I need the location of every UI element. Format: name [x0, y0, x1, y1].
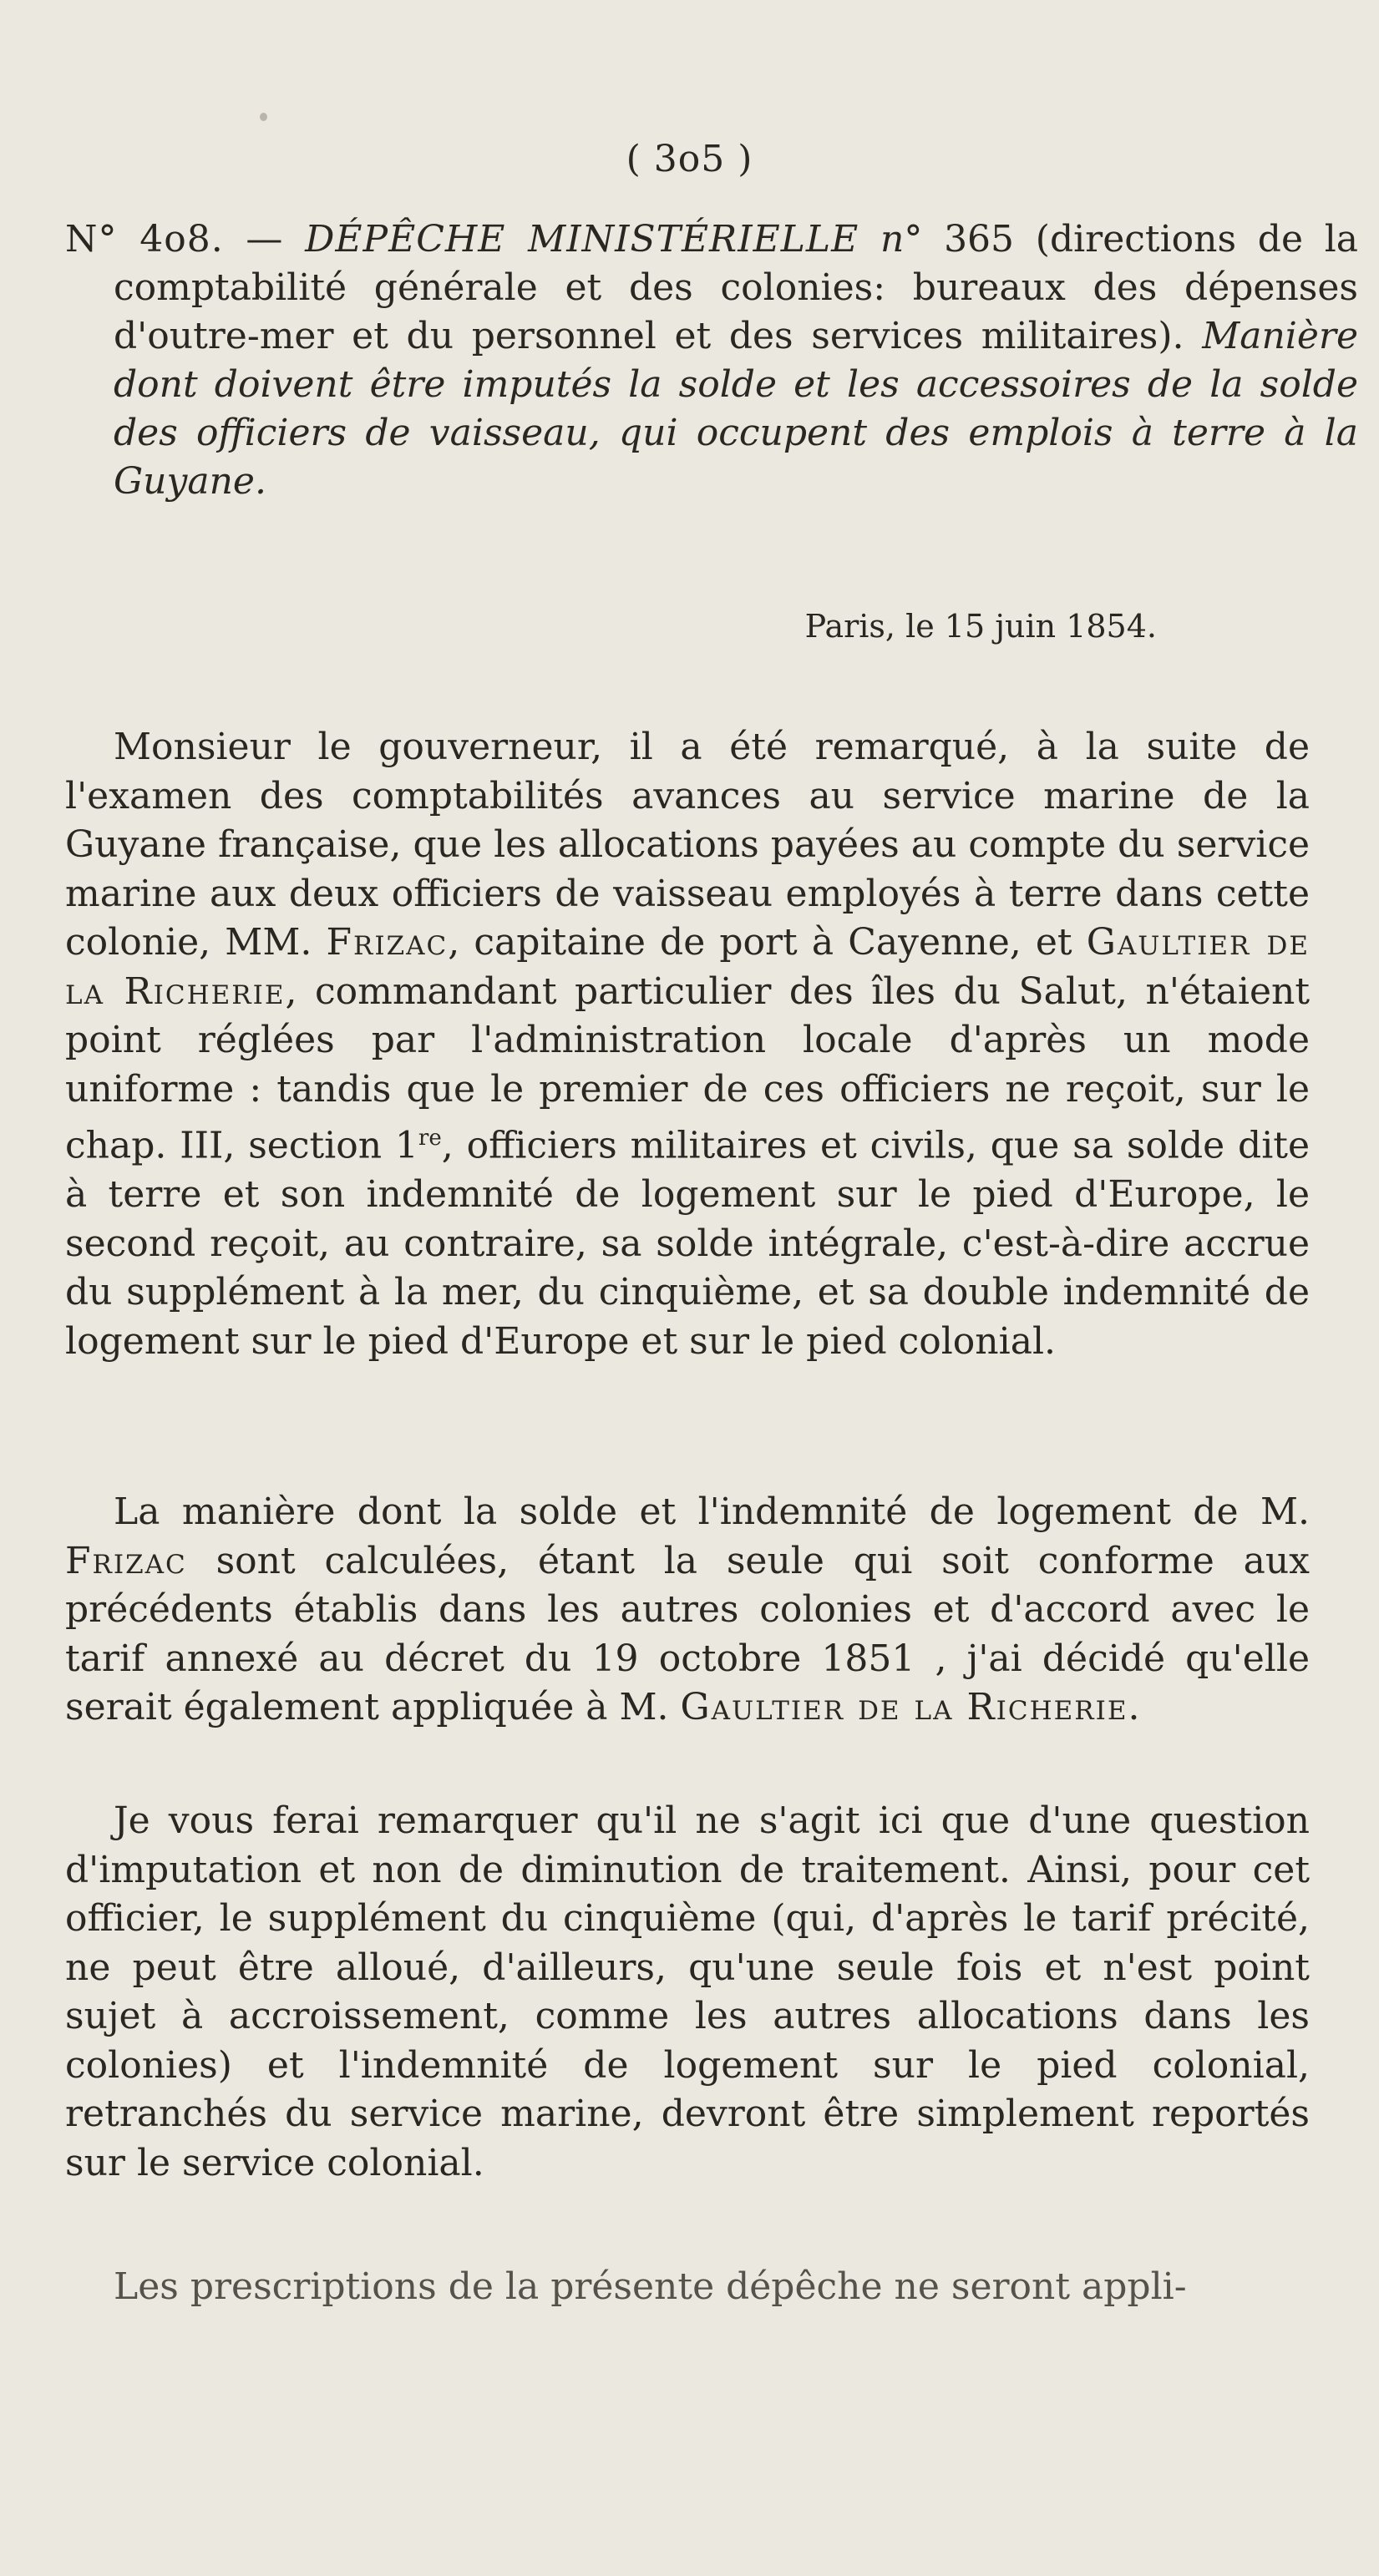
paragraph-4: Les prescriptions de la présente dépêche ne seront appli- — [114, 2265, 1187, 2308]
ink-speck — [260, 113, 267, 121]
paragraph-1: Monsieur le gouverneur, il a été remarqué, à la suite de l'examen des comptabilités avances au service marine de la Guyane française, que les allocations payées au compte du service marine aux deux officiers de vaisseau employés à terre dans cette colonie, MM. Frizac, capitaine de port à Cayenne, et Gaultier de la Richerie, commandant particulier des îles du Salut, n'étaient point réglées par l'administration locale d'après un mode uniforme : tandis que le premier de ces officiers ne reçoit, sur le chap. III, section 1re, officiers militaires et civils, que sa solde dite à terre et son indemnité de logement sur le pied d'Europe, le second reçoit, au contraire, sa solde intégrale, c'est-à-dire accrue du supplément à la mer, du cinquième, et sa double indemnité de logement sur le pied d'Europe et sur le pied colonial. — [65, 726, 1310, 1363]
dispatch-subject: Manière dont doivent être imputés la solde et les accessoires de la solde des officiers de vaisseau, qui occupent des emplois à terre à la Guyane. — [114, 315, 1358, 503]
paragraph-2: La manière dont la solde et l'indemnité de logement de M. Frizac sont calculées, étant la seule qui soit conforme aux précédents établis dans les autres colonies et d'accord avec le tarif annexé au décret du 19 octobre 1851 , j'ai décidé qu'elle serait également appliquée à M. Gaultier de la Richerie. — [65, 1490, 1310, 1728]
dispatch-no-prefix: n° — [880, 218, 923, 261]
dispatch-number: N° 4o8. — — [65, 218, 284, 261]
dispatch-no: 365 — [944, 218, 1015, 261]
paragraph-3: Je vous ferai remarquer qu'il ne s'agit ici que d'une question d'imputation et non de diminution de traitement. Ainsi, pour cet officier, le supplément du cinquième (qui, d'après le tarif précité, ne peut être alloué, d'ailleurs, qu'une seule fois et n'est point sujet à accroissement, comme les autres allocations dans les colonies) et l'indemnité de logement sur le pied colonial, retranchés du service marine, devront être simplement reportés sur le service colonial. — [65, 1799, 1310, 2184]
superscript: re — [418, 1126, 442, 1151]
person-name: Gaultier de la Richerie — [65, 921, 1310, 1013]
person-name: Frizac — [65, 1539, 187, 1582]
person-name: Frizac — [326, 921, 449, 964]
dispatch-heading — [65, 215, 1358, 506]
dispatch-directions: (directions de la comptabilité générale et des colonies: bureaux des dépenses d'outre-mer et du personnel et des services militaires). — [114, 218, 1359, 357]
dateline: Paris, le 15 juin 1854. — [804, 608, 1157, 645]
dispatch-title: DÉPÊCHE MINISTÉRIELLE — [305, 218, 859, 261]
person-name: Gaultier de la Richerie — [680, 1686, 1128, 1728]
page-number: ( 3o5 ) — [626, 138, 753, 180]
